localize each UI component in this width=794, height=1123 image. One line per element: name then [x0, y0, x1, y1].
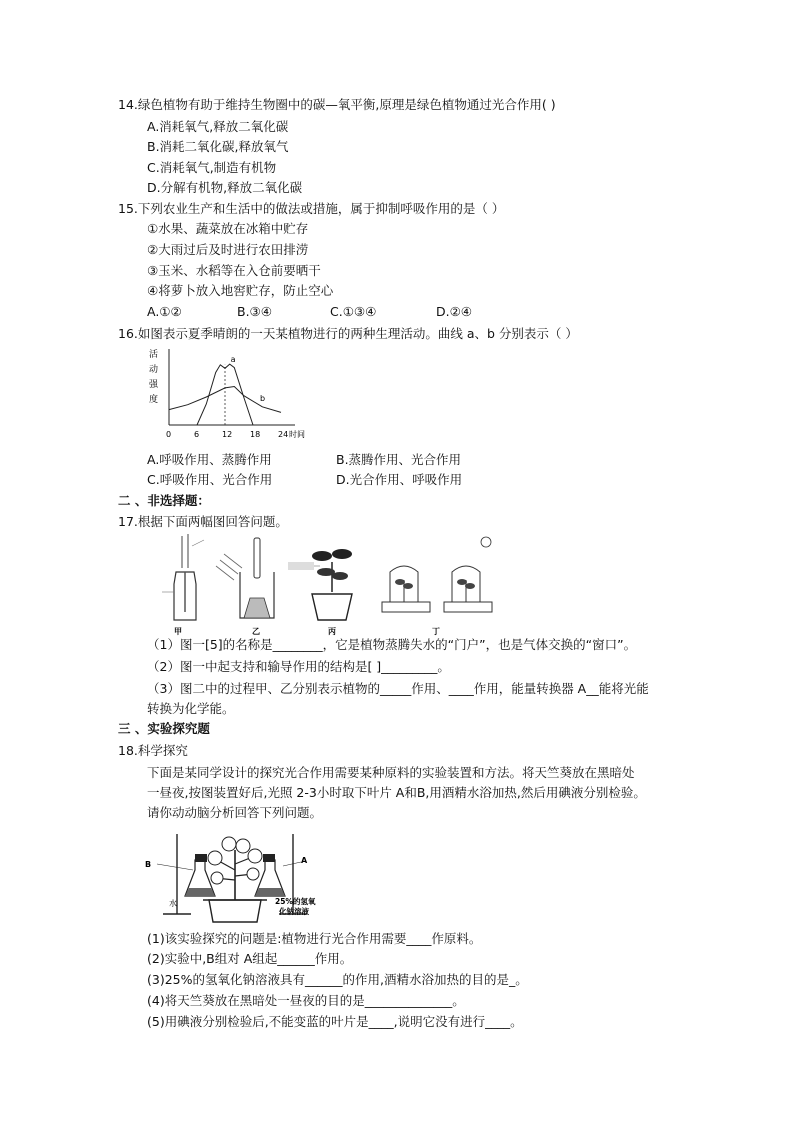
q14-option-d: D.分解有机物,释放二氧化碳	[147, 180, 303, 195]
q15-option-b: B.③④	[237, 304, 272, 319]
y-axis-label-char: 度	[149, 395, 159, 405]
figure-label-yi: 乙	[252, 627, 260, 636]
q18-sub3: (3)25%的氢氧化钠溶液具有______的作用,酒精水浴加热的目的是_。	[147, 972, 528, 987]
q16-stem: 16.如图表示夏季晴朗的一天某植物进行的两种生理活动。曲线 a、b 分别表示（ ）	[118, 326, 578, 341]
q18-sub1: (1)该实验探究的问题是:植物进行光合作用需要____作原料。	[147, 931, 482, 946]
figure-yi	[216, 538, 274, 636]
q17-stem: 17.根据下面两幅图回答问题。	[118, 514, 288, 529]
figure-bing	[288, 549, 352, 636]
q15-item-1: ①水果、蔬菜放在冰箱中贮存	[147, 221, 309, 236]
q15-stem: 15.下列农业生产和生活中的做法或措施，属于抑制呼吸作用的是（ ）	[118, 201, 505, 216]
figure-label-ding: 丁	[432, 627, 440, 636]
x-tick-label: 6	[194, 430, 200, 439]
q14-option-a: A.消耗氧气,释放二氧化碳	[147, 119, 289, 134]
figure-label-jia: 甲	[174, 627, 182, 636]
y-axis-label-char: 活	[149, 350, 159, 360]
q16-option-a: A.呼吸作用、蒸腾作用	[147, 452, 272, 467]
figure-ding	[382, 537, 492, 636]
q18-sub5: (5)用碘液分别检验后,不能变蓝的叶片是____,说明它没有进行____。	[147, 1014, 523, 1029]
q17-sub3: （3）图二中的过程甲、乙分别表示植物的_____作用、____作用，能量转换器 A__能将光能	[147, 681, 649, 696]
figure-label-b: B	[145, 860, 152, 869]
q16-chart	[145, 347, 305, 445]
series-label-a: a	[230, 355, 236, 364]
q15-option-d: D.②④	[436, 304, 473, 319]
q17-sub3-continued: 转换为化学能。	[147, 701, 235, 716]
figure-label-a: A	[301, 856, 308, 865]
q17-figures	[160, 532, 530, 636]
y-axis-label-char: 动	[149, 365, 159, 375]
q18-paragraph-2: 一昼夜,按图装置好后,光照 2-3小时取下叶片 A和B,用酒精水浴加热,然后用碘液分别检验。	[147, 785, 646, 800]
figure-label-water: 水	[169, 899, 177, 908]
q18-stem: 18.科学探究	[118, 743, 188, 758]
q18-paragraph-1: 下面是某同学设计的探究光合作用需要某种原料的实验装置和方法。将天竺葵放在黑暗处	[147, 765, 635, 780]
section-2-title: 二 、非选择题：	[118, 493, 210, 508]
q16-option-b: B.蒸腾作用、光合作用	[336, 452, 462, 467]
q16-option-c: C.呼吸作用、光合作用	[147, 472, 273, 487]
q15-option-c: C.①③④	[330, 304, 377, 319]
q16-option-d: D.光合作用、呼吸作用	[336, 472, 463, 487]
figure-label-bing: 丙	[328, 627, 336, 636]
x-tick-label: 12	[222, 430, 233, 439]
q18-paragraph-3: 请你动动脑分析回答下列问题。	[147, 805, 323, 820]
q17-sub1: （1）图一[5]的名称是________，它是植物蒸腾失水的“门户”，也是气体交换的“窗口”。	[147, 637, 637, 652]
q15-option-a: A.①②	[147, 304, 182, 319]
figure-jia	[162, 534, 204, 636]
q18-sub4: (4)将天竺葵放在黑暗处一昼夜的目的是______________。	[147, 993, 465, 1008]
y-axis-label-char: 强	[149, 380, 159, 390]
x-axis-label: 时间	[289, 430, 305, 439]
q17-sub2: （2）图一中起支持和输导作用的结构是[ ]_________。	[147, 659, 450, 674]
figure-label-naoh-line2: 化钠溶液	[279, 907, 309, 916]
x-tick-label: 24	[278, 430, 289, 439]
q18-experiment-figure	[143, 830, 327, 926]
section-3-title: 三 、实验探究题	[118, 721, 210, 736]
q15-item-4: ④将萝卜放入地窖贮存，防止空心	[147, 283, 334, 298]
figure-label-naoh-line1: 25%的氢氧	[275, 897, 316, 906]
q14-option-b: B.消耗二氧化碳,释放氧气	[147, 139, 289, 154]
q14-stem: 14.绿色植物有助于维持生物圈中的碳—氧平衡,原理是绿色植物通过光合作用( )	[118, 97, 556, 112]
x-tick-label: 18	[250, 430, 261, 439]
series-label-b: b	[260, 394, 266, 404]
q15-item-3: ③玉米、水稻等在入仓前要晒干	[147, 263, 321, 278]
q18-sub2: (2)实验中,B组对 A组起______作用。	[147, 951, 353, 966]
x-tick-label: 0	[166, 430, 172, 439]
q14-option-c: C.消耗氧气,制造有机物	[147, 160, 277, 175]
q15-item-2: ②大雨过后及时进行农田排涝	[147, 242, 309, 257]
